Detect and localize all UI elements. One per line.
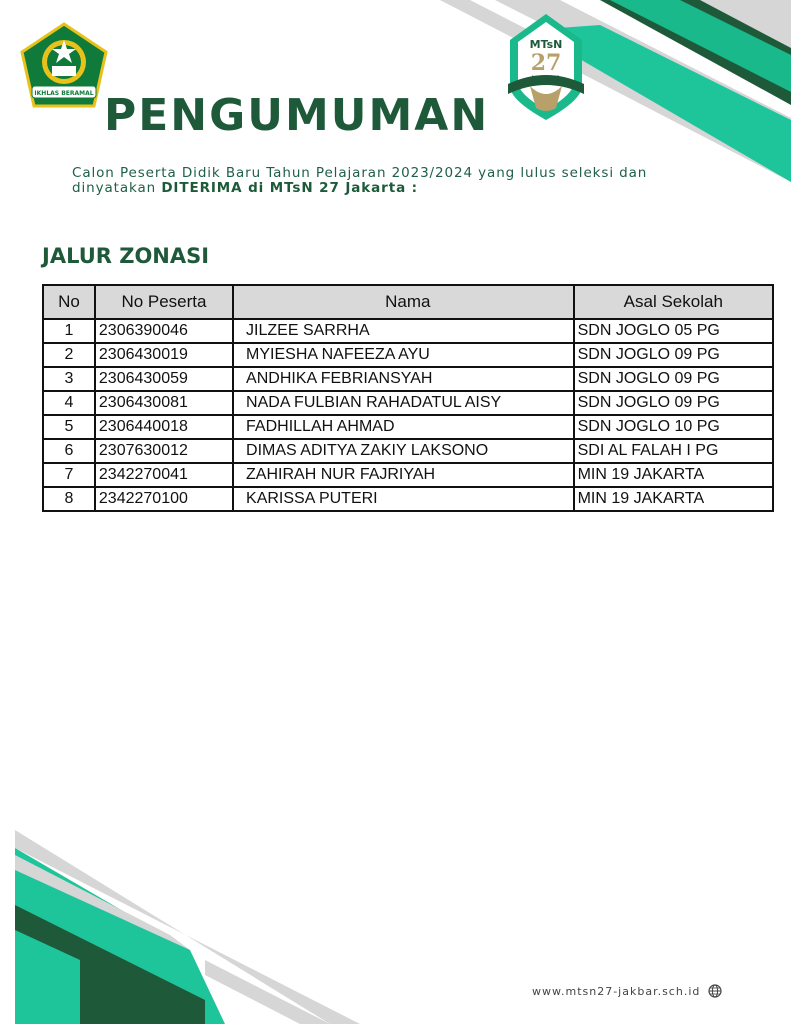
cell-no: 4 <box>43 391 95 415</box>
intro-text <box>72 166 712 196</box>
ministry-emblem-icon <box>18 22 110 110</box>
cell-no: 8 <box>43 487 95 511</box>
cell-origin-school: SDN JOGLO 05 PG <box>574 319 773 343</box>
cell-origin-school: SDI AL FALAH I PG <box>574 439 773 463</box>
table-row <box>43 463 773 487</box>
cell-participant-number: 2306440018 <box>95 415 233 439</box>
cell-participant-number: 2307630012 <box>95 439 233 463</box>
column-header-origin-school: Asal Sekolah <box>574 285 773 319</box>
cell-no: 5 <box>43 415 95 439</box>
cell-participant-number: 2306390046 <box>95 319 233 343</box>
section-title: JALUR ZONASI <box>42 244 210 268</box>
cell-participant-number: 2306430081 <box>95 391 233 415</box>
cell-name: ZAHIRAH NUR FAJRIYAH <box>233 463 574 487</box>
table-row <box>43 439 773 463</box>
intro-text-bold: DITERIMA di MTsN 27 Jakarta : <box>161 180 418 196</box>
table-header-row <box>43 285 773 319</box>
cell-name: FADHILLAH AHMAD <box>233 415 574 439</box>
cell-name: JILZEE SARRHA <box>233 319 574 343</box>
cell-origin-school: SDN JOGLO 09 PG <box>574 391 773 415</box>
cell-no: 3 <box>43 367 95 391</box>
cell-no: 2 <box>43 343 95 367</box>
table-row <box>43 343 773 367</box>
cell-participant-number: 2342270041 <box>95 463 233 487</box>
cell-origin-school: SDN JOGLO 09 PG <box>574 367 773 391</box>
cell-participant-number: 2342270100 <box>95 487 233 511</box>
school-emblem-place: JAKARTA <box>531 75 561 82</box>
cell-name: DIMAS ADITYA ZAKIY LAKSONO <box>233 439 574 463</box>
column-header-name: Nama <box>233 285 574 319</box>
cell-name: MYIESHA NAFEEZA AYU <box>233 343 574 367</box>
footer <box>532 984 722 998</box>
emblem-banner-text: IKHLAS BERAMAL <box>34 90 94 97</box>
website-link[interactable]: www.mtsn27-jakbar.sch.id <box>532 984 701 998</box>
cell-origin-school: MIN 19 JAKARTA <box>574 487 773 511</box>
results-table <box>42 284 774 512</box>
cell-no: 6 <box>43 439 95 463</box>
table-row <box>43 415 773 439</box>
cell-name: ANDHIKA FEBRIANSYAH <box>233 367 574 391</box>
cell-origin-school: MIN 19 JAKARTA <box>574 463 773 487</box>
school-emblem-text: MTsN <box>529 38 563 51</box>
table-row <box>43 367 773 391</box>
school-emblem-number: 27 <box>530 50 562 76</box>
cell-name: NADA FULBIAN RAHADATUL AISY <box>233 391 574 415</box>
cell-no: 7 <box>43 463 95 487</box>
table-row <box>43 319 773 343</box>
cell-no: 1 <box>43 319 95 343</box>
bottom-gray-stripe-3 <box>205 960 330 1024</box>
cell-origin-school: SDN JOGLO 09 PG <box>574 343 773 367</box>
globe-icon <box>708 984 722 998</box>
table-row <box>43 391 773 415</box>
table-row <box>43 487 773 511</box>
cell-name: KARISSA PUTERI <box>233 487 574 511</box>
column-header-participant-number: No Peserta <box>95 285 233 319</box>
cell-participant-number: 2306430019 <box>95 343 233 367</box>
cell-participant-number: 2306430059 <box>95 367 233 391</box>
cell-origin-school: SDN JOGLO 10 PG <box>574 415 773 439</box>
school-emblem-icon <box>500 12 592 124</box>
page-title: PENGUMUMAN <box>104 90 490 141</box>
column-header-no: No <box>43 285 95 319</box>
intro-text-regular: Calon Peserta Didik Baru Tahun Pelajaran 2023/2024 yang lulus seleksi dan dinyatakan <box>72 165 648 196</box>
